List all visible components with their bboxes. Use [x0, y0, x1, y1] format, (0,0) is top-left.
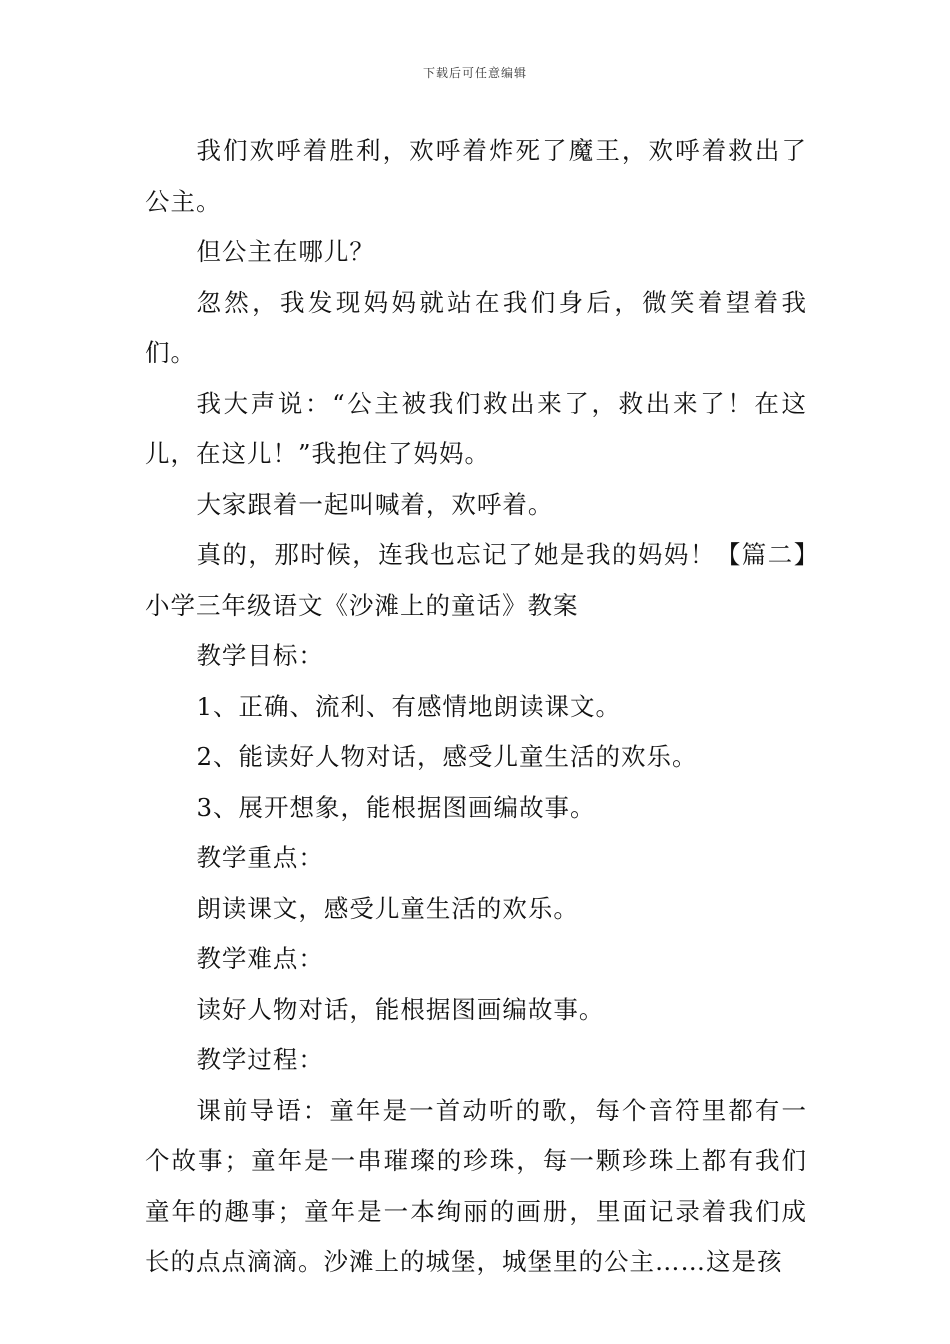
paragraph: 朗读课文，感受儿童生活的欢乐。	[196, 893, 579, 923]
paragraph: 课前导语：童年是一首动听的歌，每个音符里都有一个故事；童年是一串璀璨的珍珠，每一颗珍珠上都有我们童年的趣事；童年是一本绚丽的画册，里面记录着我们成长的点点滴滴。沙滩上的城堡，城堡里的公主……这是孩	[145, 1095, 807, 1276]
section-heading: 教学难点：	[196, 944, 324, 973]
document-body	[145, 126, 807, 1288]
paragraph: 真的，那时候，连我也忘记了她是我的妈妈！【篇二】小学三年级语文《沙滩上的童话》教案	[145, 540, 807, 620]
paragraph: 我大声说：“公主被我们救出来了，救出来了！在这儿，在这儿！”我抱住了妈妈。	[145, 388, 807, 468]
paragraph: 我们欢呼着胜利，欢呼着炸死了魔王，欢呼着救出了公主。	[145, 136, 807, 216]
section-heading: 教学重点：	[196, 843, 324, 872]
section-heading: 教学目标：	[196, 641, 324, 670]
list-item: 3、展开想象，能根据图画编故事。	[196, 792, 596, 822]
paragraph: 但公主在哪儿？	[196, 237, 375, 266]
paragraph: 忽然，我发现妈妈就站在我们身后，微笑着望着我们。	[145, 287, 807, 367]
section-heading: 教学过程：	[196, 1045, 324, 1074]
paragraph: 大家跟着一起叫喊着，欢呼着。	[196, 489, 554, 519]
page-header: 下载后可任意编辑	[422, 66, 527, 80]
list-item: 2、能读好人物对话，感受儿童生活的欢乐。	[196, 742, 698, 771]
list-item: 1、正确、流利、有感情地朗读课文。	[196, 691, 622, 721]
paragraph: 读好人物对话，能根据图画编故事。	[196, 994, 605, 1024]
